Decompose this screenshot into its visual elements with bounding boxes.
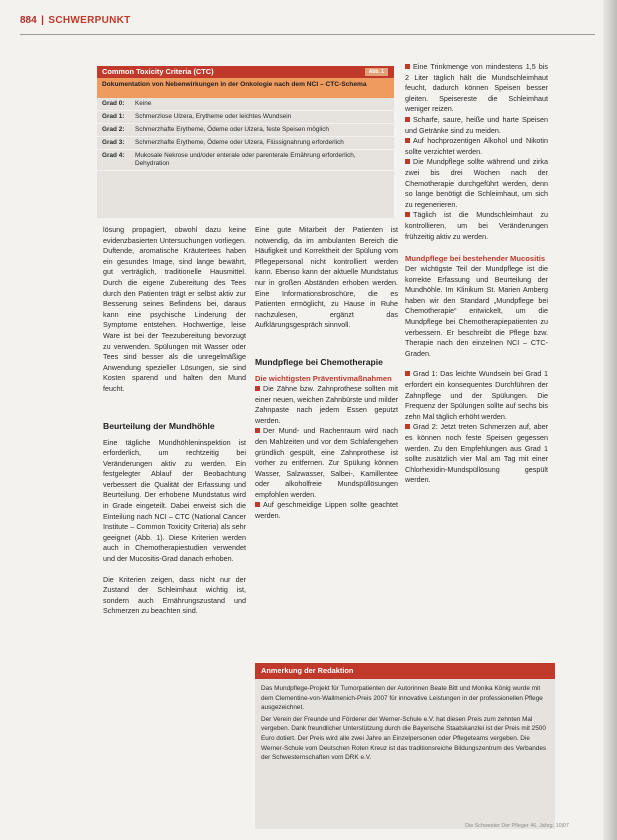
- bullet-text: Eine Trinkmenge von mindestens 1,5 bis 2 Liter täglich hält die Mundschleimhaut feucht, dadurch können Speisen besser gleiten. Speisereste die Schleimhaut weniger reizen.: [405, 62, 548, 114]
- grade-label: Grad 2:: [102, 126, 125, 133]
- bullet-square-icon: [405, 159, 410, 164]
- info-box-subtitle: Dokumentation von Nebenwirkungen in der Onkologie nach dem NCI – CTC-Schema: [97, 78, 394, 98]
- grade-1-text: Grad 1: Das leichte Wundsein bei Grad 1 erfordert ein konsequentes Durchführen der Zahnpflege und der Spülungen. Die Frequenz der Spülungen sollte auf sechs bis zehn Mal täglich erhöht werden.: [405, 369, 548, 421]
- ctc-info-box: [97, 66, 394, 218]
- bullet-square-icon: [255, 386, 260, 391]
- bullet-text: Die Mundpflege sollte während und zirka zwei bis drei Wochen nach der Chemotherapie durchgeführt werden, denn so lange benötigt die Schleimhaut, um sich zu regenerieren.: [405, 157, 548, 209]
- bullet-square-icon: [255, 502, 260, 507]
- section-title: SCHWERPUNKT: [48, 15, 131, 26]
- bullet-text: Auf geschmeidige Lippen sollte geachtet werden.: [255, 500, 398, 521]
- editor-note-title: Anmerkung der Redaktion: [255, 663, 555, 679]
- bullet-text: Scharfe, saure, heiße und harte Speisen und Getränke sind zu meiden.: [405, 114, 548, 135]
- figure-tag: Abb. 1: [365, 68, 388, 76]
- bullet-square-icon: [255, 428, 260, 433]
- info-box-title-text: Common Toxicity Criteria (CTC): [102, 67, 214, 76]
- page-number: 884: [20, 15, 37, 26]
- grade-text: Schmerzhafte Erytheme, Ödeme oder Ulzera, Flüssignahrung erforderlich: [135, 139, 344, 146]
- running-header: [20, 10, 595, 35]
- body-paragraph: Die Kriterien zeigen, dass nicht nur der Zustand der Schleimhaut wichtig ist, sondern auch Ernährungszustand und Schmerzen zu beachten sind.: [103, 574, 246, 616]
- body-paragraph: Der wichtigste Teil der Mundpflege ist die korrekte Erfassung und Beurteilung der Mundhöhle. Im Klinikum St. Marien Amberg haben wir den Standard „Mundpflege bei Chemotherapie“ entwickelt, um die Mundpflege bei Chemotherapiepatienten zu verbessern. Er beschreibt die Pflege bzw. Therapie nach den einzelnen NCI – CTC-Graden.: [405, 264, 548, 358]
- grade-label: Grad 4:: [102, 152, 125, 159]
- grade-text: Schmerzhafte Erytheme, Ödeme oder Ulzera, feste Speisen möglich: [135, 126, 329, 133]
- subheading-praevention: Die wichtigsten Präventivmaßnahmen: [255, 373, 392, 383]
- grade-2-text: Grad 2: Jetzt treten Schmerzen auf, aber es können noch feste Speisen gegessen werden. Zu den Empfehlungen aus Grad 1 sollte zusätzlich vier Mal am Tag mit einer Chlorhexidin-Mundspüllösung gespült werden.: [405, 422, 548, 485]
- grade-text: Schmerzlose Ulzera, Erytheme oder leichtes Wundsein: [135, 113, 292, 120]
- grade-row: [97, 150, 394, 171]
- bullet-square-icon: [405, 212, 410, 217]
- bullet-square-icon: [405, 117, 410, 122]
- grade-label: Grad 3:: [102, 139, 125, 146]
- info-box-title: [97, 66, 394, 78]
- grade-row: [97, 98, 394, 111]
- column-2: [255, 225, 398, 522]
- grade-text: Mukosale Nekrose und/oder enterale oder parenterale Ernährung erforderlich, Dehydration: [135, 152, 356, 167]
- grade-row: [97, 111, 394, 124]
- bullet-square-icon: [405, 371, 410, 376]
- grade-text: Keine: [135, 100, 152, 107]
- editor-note-box: [255, 663, 555, 829]
- grade-row: [97, 137, 394, 150]
- grade-row: [97, 124, 394, 137]
- bullet-square-icon: [405, 64, 410, 69]
- bullet-square-icon: [405, 138, 410, 143]
- heading-mucositis: Mundpflege bei bestehender Mucositis: [405, 254, 546, 264]
- heading-mundhoehle: Beurteilung der Mundhöhle: [103, 420, 215, 431]
- column-1: [103, 225, 246, 617]
- page-edge-shadow: [603, 0, 617, 840]
- body-paragraph: Eine gute Mitarbeit der Patienten ist notwendig, da im ambulanten Bereich die Häufigkeit und Korrektheit der Spülung vom Pflegepersonal nicht kontrolliert werden kann. Ebenso kann der aktuelle Mundstatus nur in großen Abständen erhoben werden. Eine Informationsbroschüre, die es Patienten ermöglicht, zu Hause in Ruhe nachzulesen, ergänzt das Aufklärungsgespräch sinnvoll.: [255, 225, 398, 330]
- column-3: [405, 62, 548, 486]
- page-footer: Die Schwester Der Pfleger 46. Jahrg. 10|07: [465, 823, 569, 829]
- editor-note-paragraph: Das Mundpflege-Projekt für Tumorpatienten der Autorinnen Beate Bitt und Monika König wurde mit dem Clementine-von-Wallmenich-Preis 2007 für innovative Leistungen in der professionellen Pflege ausgezeichnet.: [261, 685, 543, 712]
- bullet-text: Die Zähne bzw. Zahnprothese sollten mit einer neuen, weichen Zahnbürste und milder Zahnpaste nach jedem Essen geputzt werden.: [255, 383, 398, 425]
- bullet-text: Auf hochprozentigen Alkohol und Nikotin sollte verzichtet werden.: [405, 136, 548, 156]
- grade-label: Grad 0:: [102, 100, 125, 107]
- bullet-square-icon: [405, 424, 410, 429]
- editor-note-paragraph: Der Verein der Freunde und Förderer der Werner-Schule e.V. hat diesen Preis zum zehnten Mal vergeben. Dank freundlicher Unterstützung durch die Bayerische Staatskanzlei ist der Preis mit 2500 Euro dotiert. Der Preis wird alle zwei Jahre an Einzelpersonen oder Pflegeteams vergeben. Die Werner-Schule vom Deutschen Roten Kreuz ist das traditionsreiche Bildungszentrum des Verbandes der Schwesternschaften vom DRK e.V.: [261, 715, 547, 762]
- header-separator: |: [41, 15, 44, 26]
- bullet-text: Täglich ist die Mundschleimhaut zu kontrollieren, um bei Veränderungen frühzeitig aktiv zu werden.: [405, 210, 548, 241]
- body-paragraph: lösung propagiert, obwohl dazu keine evidenzbasierten Untersuchungen vorliegen. Duftende, aromatische Kräutertees haben ein gesundes Image, sind lange bewährt, gut verträglich, traditionelle Hausmittel. Durch die eigene Zubereitung des Tees durch den Patienten trägt er selbst aktiv zur Besserung seines Befindens bei, daraus kann eine psychische Linderung der Symptome entstehen. Hochwertige, leise Ware ist bei der Teezubereitung bevorzugt zu verwenden. Spülungen mit Wasser oder Tees sind besser als die unregelmäßige Anwendung spezieller Lösungen, sie sind Kosten sparend und halten den Mund feucht.: [103, 225, 246, 393]
- grade-label: Grad 1:: [102, 113, 125, 120]
- body-paragraph: Eine tägliche Mundhöhleninspektion ist erforderlich, um rechtzeitig bei Veränderungen aktiv zu werden. Ein festgelegter Ablauf der Beobachtung verbessert die Qualität der Erfassung und Beurteilung. Der erhobene Mundstatus wird in Grade eingeteilt. Dabei erweist sich die Einteilung nach NCI – CTC (National Cancer Institute – Common Toxicity Criteria) als sehr geeignet (Abb. 1). Diese Kriterien werden auch in Chemotherapiestudien verwendet und der Mucositis-Grad danach erhoben.: [103, 437, 246, 564]
- heading-chemotherapie: Mundpflege bei Chemotherapie: [255, 356, 383, 367]
- bullet-text: Der Mund- und Rachenraum wird nach den Mahlzeiten und vor dem Schlafengehen gründlich gespült, eine Zahnprothese ist vorher zu entfernen. Zur Spülung können Wasser, Salzwasser, Salbei-, Kamillentee oder alkoholfreie Mundspüllösungen empfohlen werden.: [255, 426, 398, 499]
